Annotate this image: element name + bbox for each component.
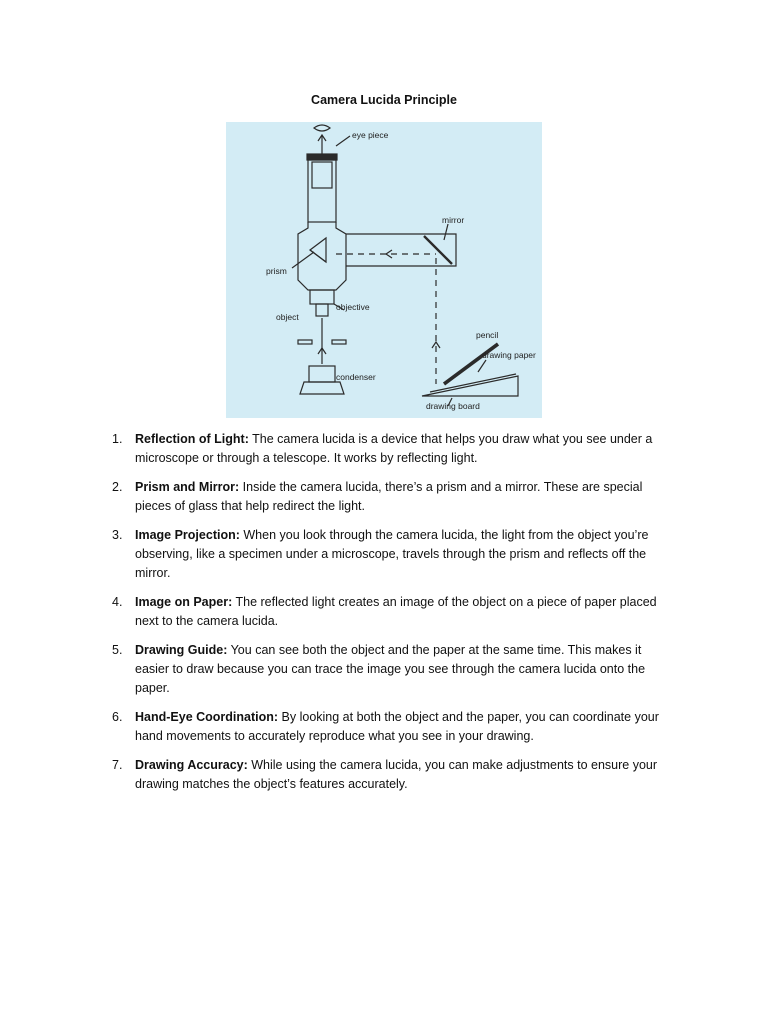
label-drawing-paper: drawing paper: [482, 350, 536, 360]
objective-lower: [316, 304, 328, 316]
mirror-shape: [424, 236, 452, 264]
condenser-base: [300, 382, 344, 394]
item-number: 6.: [112, 710, 123, 724]
eyepiece-cap: [307, 154, 337, 160]
leader-eyepiece: [336, 136, 350, 146]
leader-drawing-paper: [478, 360, 486, 372]
item-text: The camera lucida is a device that helps you draw what you see under a microscope or through a telescope. It works by reflecting light.: [135, 432, 653, 465]
diagram-svg: [226, 122, 542, 418]
list-item: [108, 708, 668, 746]
drawing-paper-line: [430, 374, 516, 392]
list-item: [108, 756, 668, 794]
item-number: 3.: [112, 528, 123, 542]
principle-list: [108, 430, 668, 804]
label-condenser: condenser: [336, 372, 376, 382]
condenser-top: [309, 366, 335, 382]
item-text: While using the camera lucida, you can make adjustments to ensure your drawing matches the object’s features accurately.: [135, 758, 658, 791]
stage-left: [298, 340, 312, 344]
list-item: [108, 478, 668, 516]
item-text: When you look through the camera lucida, the light from the object you’re observing, like a specimen under a microscope, travels through the prism and reflects off the mirror.: [135, 528, 649, 580]
camera-lucida-diagram: [226, 122, 542, 418]
stage-right: [332, 340, 346, 344]
label-mirror: mirror: [442, 215, 465, 225]
label-drawing-board: drawing board: [426, 401, 480, 411]
item-text: You can see both the object and the paper at the same time. This makes it easier to draw because you can trace the image you see through the camera lucida onto the paper.: [135, 643, 646, 695]
list-item: [108, 430, 668, 468]
label-object: object: [276, 312, 299, 322]
item-number: 2.: [112, 480, 123, 494]
item-number: 4.: [112, 595, 123, 609]
item-text: Inside the camera lucida, there’s a prism and a mirror. These are special pieces of glass that help redirect the light.: [135, 480, 643, 513]
prism-shape: [310, 238, 326, 262]
item-term: Reflection of Light:: [135, 432, 249, 446]
item-number: 1.: [112, 432, 123, 446]
item-term: Image on Paper:: [135, 595, 233, 609]
list-item: [108, 526, 668, 583]
item-term: Image Projection:: [135, 528, 240, 542]
label-pencil: pencil: [476, 330, 499, 340]
microscope-body: [298, 222, 346, 290]
item-term: Prism and Mirror:: [135, 480, 240, 494]
objective-upper: [310, 290, 334, 304]
prism-diagonal: [310, 250, 326, 262]
leader-mirror: [444, 224, 448, 240]
item-term: Hand-Eye Coordination:: [135, 710, 279, 724]
eye-icon: [314, 125, 330, 131]
eyepiece-inner: [312, 162, 332, 188]
label-objective: objective: [336, 302, 370, 312]
page-title: Camera Lucida Principle: [311, 93, 457, 107]
label-prism: prism: [266, 266, 287, 276]
list-item: [108, 593, 668, 631]
item-text: The reflected light creates an image of the object on a piece of paper placed next to the camera lucida.: [135, 595, 657, 628]
list-item: [108, 641, 668, 698]
item-term: Drawing Accuracy:: [135, 758, 248, 772]
leader-prism: [292, 252, 314, 268]
item-number: 5.: [112, 643, 123, 657]
item-term: Drawing Guide:: [135, 643, 228, 657]
item-text: By looking at both the object and the paper, you can coordinate your hand movements to accurately reproduce what you see in your drawing.: [135, 710, 659, 743]
label-eye-piece: eye piece: [352, 130, 389, 140]
item-number: 7.: [112, 758, 123, 772]
